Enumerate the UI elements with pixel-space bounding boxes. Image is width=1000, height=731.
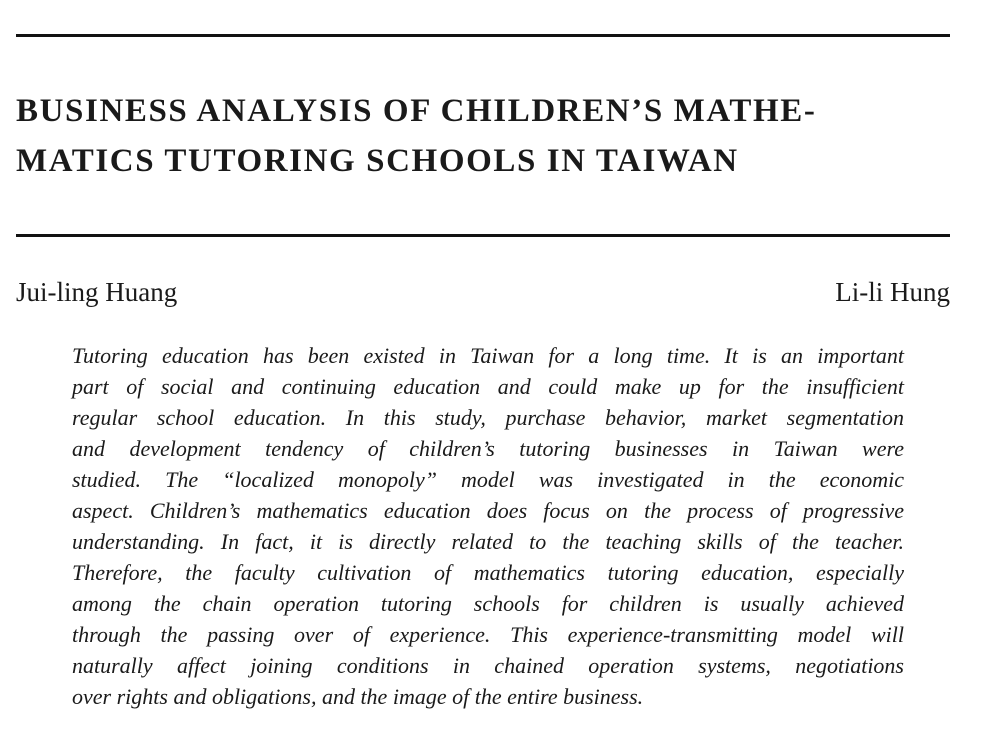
author-left: Jui-ling Huang [16,277,178,307]
abstract-line-11: naturally affect joining conditions in chained operation systems, negotiations [72,653,904,678]
abstract-line-1: Tutoring education has been existed in Taiwan for a long time. It is an important [72,343,904,368]
abstract-line-3: regular school education. In this study, purchase behavior, market segmentation [72,405,904,430]
abstract-line-4: and development tendency of children’s tutoring businesses in Taiwan were [72,436,904,461]
author-right: Li-li Hung [835,277,950,307]
abstract-line-8: Therefore, the faculty cultivation of mathematics tutoring education, especially [72,560,904,585]
paper-title [16,86,956,186]
abstract-line-5: studied. The “localized monopoly” model was investigated in the economic [72,467,904,492]
bottom-rule [16,234,950,237]
abstract-line-7: understanding. In fact, it is directly related to the teaching skills of the teacher. [72,529,904,554]
abstract-line-10: through the passing over of experience. This experience-transmitting model will [72,622,904,647]
abstract-line-2: part of social and continuing education and could make up for the insufficient [72,374,904,399]
abstract-line-9: among the chain operation tutoring schools for children is usually achieved [72,591,904,616]
abstract-line-12: over rights and obligations, and the image of the entire business. [72,684,644,709]
paper-title-line-2: MATICS TUTORING SCHOOLS IN TAIWAN [16,143,739,179]
top-rule [16,34,950,37]
abstract-line-6: aspect. Children’s mathematics education does focus on the process of progressive [72,498,904,523]
paper-title-line-1: BUSINESS ANALYSIS OF CHILDREN’S MATHE- [16,93,817,129]
abstract [72,340,904,712]
